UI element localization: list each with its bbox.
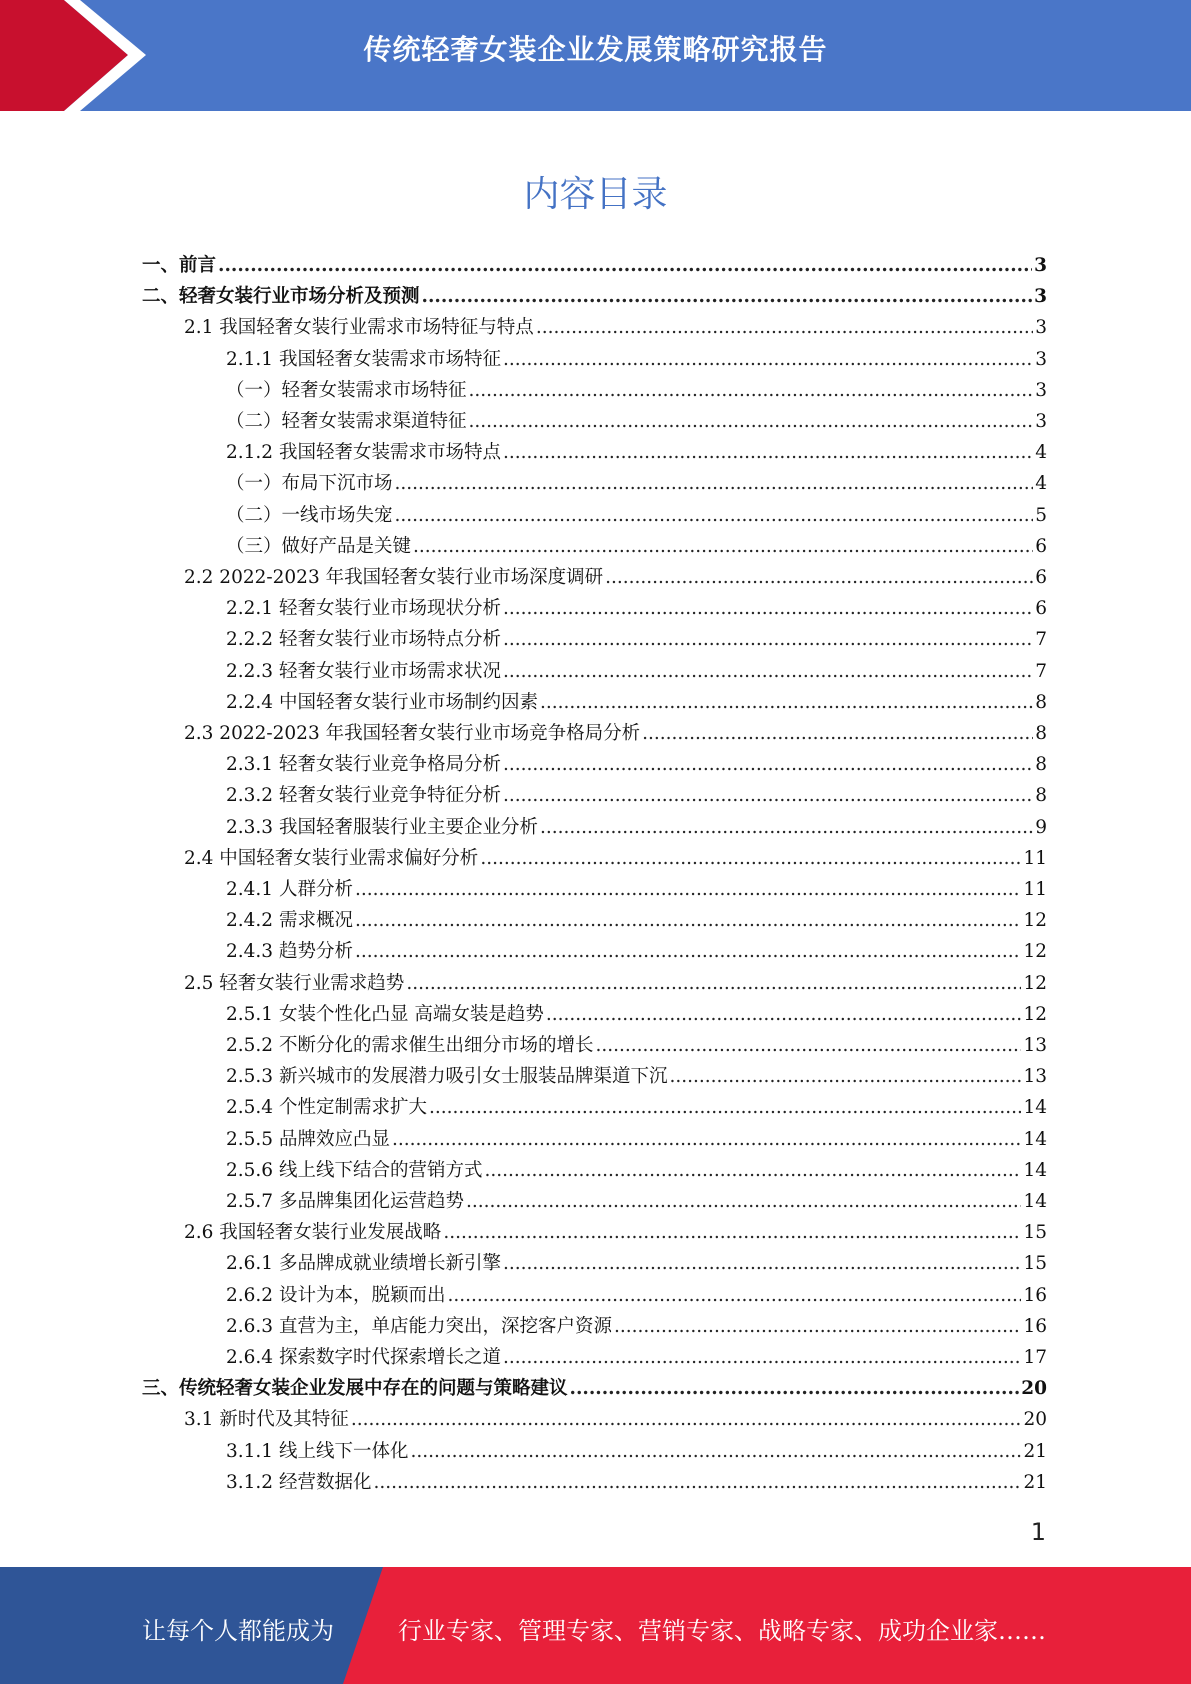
toc-leader-dots xyxy=(540,817,1033,839)
toc-entry[interactable] xyxy=(226,870,1047,901)
toc-entry-page: 8 xyxy=(1035,785,1047,807)
toc-entry[interactable] xyxy=(226,433,1047,464)
toc-entry[interactable] xyxy=(184,558,1047,589)
toc-entry-page: 4 xyxy=(1035,442,1047,464)
toc-entry-page: 15 xyxy=(1023,1253,1047,1275)
toc-entry-label: 2.5 轻奢女装行业需求趋势 xyxy=(184,972,405,994)
toc-entry[interactable] xyxy=(226,808,1047,839)
toc-entry-page: 21 xyxy=(1023,1471,1047,1493)
toc-entry-label: 2.1.1 我国轻奢女装需求市场特征 xyxy=(226,348,501,370)
toc-leader-dots xyxy=(503,1253,1021,1275)
toc-entry-page: 7 xyxy=(1035,660,1047,682)
toc-entry[interactable] xyxy=(226,995,1047,1026)
toc-leader-dots xyxy=(447,1285,1021,1307)
header-band xyxy=(0,0,1191,111)
toc-entry-page: 14 xyxy=(1023,1128,1047,1150)
toc-entry-label: 2.6.1 多品牌成就业绩增长新引擎 xyxy=(226,1253,501,1275)
footer-slogan-left: 让每个人都能成为 xyxy=(142,1617,334,1645)
toc-leader-dots xyxy=(570,1378,1020,1400)
toc-entry-page: 12 xyxy=(1023,1003,1047,1025)
toc-entry-page: 3 xyxy=(1034,286,1047,308)
toc-entry[interactable] xyxy=(226,402,1047,433)
toc-entry-label: 2.3.3 我国轻奢服装行业主要企业分析 xyxy=(226,816,538,838)
toc-leader-dots xyxy=(480,848,1021,870)
toc-entry[interactable] xyxy=(226,527,1047,558)
toc-entry[interactable] xyxy=(226,683,1047,714)
toc-entry-page: 20 xyxy=(1021,1378,1047,1400)
toc-leader-dots xyxy=(429,1097,1021,1119)
toc-leader-dots xyxy=(642,723,1033,745)
toc-entry-page: 13 xyxy=(1023,1035,1047,1056)
toc-entry-page: 8 xyxy=(1035,691,1047,713)
toc-entry-label: 2.5.5 品牌效应凸显 xyxy=(226,1128,390,1150)
toc-entry-label: （二）轻奢女装需求渠道特征 xyxy=(226,411,467,432)
toc-leader-dots xyxy=(395,505,1034,527)
toc-leader-dots xyxy=(503,349,1033,371)
toc-entry-label: 2.5.1 女装个性化凸显 高端女装是趋势 xyxy=(226,1003,544,1025)
toc-leader-dots xyxy=(540,692,1033,714)
toc-entry-page: 11 xyxy=(1023,879,1047,900)
toc-entry-label: 2.2.2 轻奢女装行业市场特点分析 xyxy=(226,629,501,651)
toc-entry-label: 2.1 我国轻奢女装行业需求市场特征与特点 xyxy=(184,317,534,339)
toc-leader-dots xyxy=(392,1129,1021,1151)
toc-entry-label: 2.5.3 新兴城市的发展潜力吸引女士服装品牌渠道下沉 xyxy=(226,1066,668,1088)
toc-leader-dots xyxy=(546,1004,1022,1026)
toc-entry-page: 3 xyxy=(1034,255,1047,276)
toc-entry[interactable] xyxy=(226,620,1047,651)
toc-heading: 内容目录 xyxy=(523,174,668,215)
toc-entry-label: 2.2.1 轻奢女装行业市场现状分析 xyxy=(226,598,501,620)
toc-entry-label: 2.4.1 人群分析 xyxy=(226,879,353,900)
toc-entry[interactable] xyxy=(226,1432,1047,1463)
toc-entry-page: 3 xyxy=(1035,348,1047,370)
toc-entry-page: 3 xyxy=(1035,379,1047,401)
toc-leader-dots xyxy=(466,1191,1021,1213)
toc-leader-dots xyxy=(443,1222,1021,1244)
toc-entry[interactable] xyxy=(184,964,1047,995)
toc-entry[interactable] xyxy=(142,277,1047,308)
toc-entry[interactable] xyxy=(184,1213,1047,1244)
toc-entry[interactable] xyxy=(184,308,1047,339)
toc-entry-label: 2.6.4 探索数字时代探索增长之道 xyxy=(226,1347,501,1368)
footer-slogan-right: 行业专家、管理专家、营销专家、战略专家、成功企业家…… xyxy=(398,1617,1046,1645)
toc-entry-page: 14 xyxy=(1023,1097,1047,1119)
toc-leader-dots xyxy=(536,317,1033,339)
toc-entry-label: 三、传统轻奢女装企业发展中存在的问题与策略建议 xyxy=(142,1378,568,1400)
toc-entry-label: 2.4.2 需求概况 xyxy=(226,910,353,932)
toc-leader-dots xyxy=(355,879,1022,901)
toc-entry-page: 13 xyxy=(1023,1066,1047,1088)
toc-entry-page: 12 xyxy=(1023,972,1047,994)
toc-leader-dots xyxy=(413,536,1033,558)
toc-entry-page: 12 xyxy=(1023,941,1047,963)
toc-entry-label: 2.6.2 设计为本，脱颖而出 xyxy=(226,1284,446,1306)
toc-entry[interactable] xyxy=(142,1369,1047,1400)
toc-leader-dots xyxy=(503,661,1033,683)
toc-entry-label: 2.3 2022-2023 年我国轻奢女装行业市场竞争格局分析 xyxy=(184,723,641,744)
toc-entry[interactable] xyxy=(226,1307,1047,1338)
toc-entry-page: 8 xyxy=(1035,723,1047,744)
toc-entry-label: 2.3.1 轻奢女装行业竞争格局分析 xyxy=(226,754,501,776)
toc-entry[interactable] xyxy=(226,652,1047,683)
toc-leader-dots xyxy=(503,1347,1021,1369)
toc-entry[interactable] xyxy=(226,1463,1047,1494)
toc-leader-dots xyxy=(422,286,1033,308)
toc-leader-dots xyxy=(605,567,1033,589)
toc-entry-label: 2.5.6 线上线下结合的营销方式 xyxy=(226,1159,483,1181)
toc-entry-label: 2.5.7 多品牌集团化运营趋势 xyxy=(226,1191,464,1212)
toc-entry[interactable] xyxy=(184,714,1047,745)
toc-leader-dots xyxy=(614,1316,1021,1338)
toc-entry-label: （一）布局下沉市场 xyxy=(226,473,393,495)
toc-entry[interactable] xyxy=(184,839,1047,870)
toc-entry-page: 4 xyxy=(1035,473,1047,495)
toc-entry[interactable] xyxy=(226,776,1047,807)
toc-entry[interactable] xyxy=(226,1026,1047,1057)
toc-entry-label: 2.5.2 不断分化的需求催生出细分市场的增长 xyxy=(226,1035,594,1056)
toc-entry-page: 3 xyxy=(1035,317,1047,339)
toc-entry-label: 2.4.3 趋势分析 xyxy=(226,941,353,963)
toc-entry-label: 3.1.1 线上线下一体化 xyxy=(226,1440,409,1462)
toc-leader-dots xyxy=(218,255,1032,277)
toc-entry-label: 2.2 2022-2023 年我国轻奢女装行业市场深度调研 xyxy=(184,567,604,588)
toc-leader-dots xyxy=(484,1160,1021,1182)
toc-leader-dots xyxy=(669,1066,1021,1088)
toc-entry[interactable] xyxy=(226,901,1047,932)
toc-entry-label: 2.2.3 轻奢女装行业市场需求状况 xyxy=(226,660,501,682)
toc-entry-label: 3.1.2 经营数据化 xyxy=(226,1471,372,1493)
toc-entry-page: 17 xyxy=(1023,1347,1047,1368)
toc-entry-label: 2.5.4 个性定制需求扩大 xyxy=(226,1097,427,1119)
toc-leader-dots xyxy=(373,1472,1021,1494)
toc-leader-dots xyxy=(503,629,1033,651)
toc-entry[interactable] xyxy=(226,340,1047,371)
toc-entry-label: 2.6.3 直营为主，单店能力突出，深挖客户资源 xyxy=(226,1315,612,1337)
toc-entry[interactable] xyxy=(226,1057,1047,1088)
toc-entry-page: 5 xyxy=(1035,504,1047,526)
footer-band xyxy=(0,1567,1191,1684)
toc-entry-page: 16 xyxy=(1023,1315,1047,1337)
toc-leader-dots xyxy=(469,380,1034,402)
toc-entry-page: 11 xyxy=(1023,847,1047,869)
toc-entry[interactable] xyxy=(184,1400,1047,1431)
toc-entry[interactable] xyxy=(226,1120,1047,1151)
toc-entry[interactable] xyxy=(226,464,1047,495)
toc-leader-dots xyxy=(406,973,1021,995)
toc-entry-page: 7 xyxy=(1035,629,1047,651)
toc-leader-dots xyxy=(410,1441,1021,1463)
toc-leader-dots xyxy=(395,473,1034,495)
toc-entry-page: 21 xyxy=(1023,1440,1047,1462)
toc-entry-page: 6 xyxy=(1035,567,1047,588)
toc-entry-label: 2.4 中国轻奢女装行业需求偏好分析 xyxy=(184,847,479,869)
toc-entry-label: 2.6 我国轻奢女装行业发展战略 xyxy=(184,1222,442,1244)
toc-leader-dots xyxy=(503,754,1033,776)
toc-entry-page: 14 xyxy=(1023,1159,1047,1181)
toc-entry-page: 9 xyxy=(1035,816,1047,838)
toc-entry[interactable] xyxy=(226,1151,1047,1182)
toc-entry-label: （三）做好产品是关键 xyxy=(226,535,412,557)
toc-entry-label: 2.2.4 中国轻奢女装行业市场制约因素 xyxy=(226,691,538,713)
toc-entry-label: 2.3.2 轻奢女装行业竞争特征分析 xyxy=(226,785,501,807)
toc-entry-label: 一、前言 xyxy=(142,255,217,276)
toc-entry[interactable] xyxy=(226,745,1047,776)
toc-entry[interactable] xyxy=(226,589,1047,620)
toc-entry[interactable] xyxy=(226,371,1047,402)
toc-entry[interactable] xyxy=(226,932,1047,963)
page-number: 1 xyxy=(1030,1518,1046,1546)
toc-leader-dots xyxy=(503,785,1033,807)
toc-entry-page: 20 xyxy=(1023,1409,1047,1431)
toc-entry-page: 3 xyxy=(1035,411,1047,432)
toc-entry[interactable] xyxy=(226,1338,1047,1369)
toc-entry[interactable] xyxy=(226,1276,1047,1307)
toc-entry-page: 15 xyxy=(1023,1222,1047,1244)
toc-entry-page: 6 xyxy=(1035,598,1047,620)
toc-entry[interactable] xyxy=(226,1244,1047,1275)
toc-leader-dots xyxy=(355,910,1022,932)
toc-entry[interactable] xyxy=(226,1088,1047,1119)
toc-entry-page: 6 xyxy=(1035,535,1047,557)
toc-entry-page: 12 xyxy=(1023,910,1047,932)
toc-leader-dots xyxy=(503,442,1033,464)
toc-entry-page: 16 xyxy=(1023,1284,1047,1306)
toc-entry-label: 3.1 新时代及其特征 xyxy=(184,1409,349,1431)
toc-entry-label: 二、轻奢女装行业市场分析及预测 xyxy=(142,286,420,308)
toc-entry[interactable] xyxy=(226,496,1047,527)
toc-leader-dots xyxy=(351,1409,1022,1431)
toc-leader-dots xyxy=(595,1035,1021,1057)
toc-leader-dots xyxy=(469,411,1034,433)
toc-entry-page: 8 xyxy=(1035,754,1047,776)
report-title: 传统轻奢女装企业发展策略研究报告 xyxy=(363,33,828,66)
toc-leader-dots xyxy=(355,941,1022,963)
toc-entry[interactable] xyxy=(226,1182,1047,1213)
toc-entry[interactable] xyxy=(142,246,1047,277)
toc-entry-label: 2.1.2 我国轻奢女装需求市场特点 xyxy=(226,442,501,464)
toc-entry-label: （二）一线市场失宠 xyxy=(226,504,393,526)
toc-leader-dots xyxy=(503,598,1033,620)
toc-entry-label: （一）轻奢女装需求市场特征 xyxy=(226,379,467,401)
toc-entry-page: 14 xyxy=(1023,1191,1047,1212)
